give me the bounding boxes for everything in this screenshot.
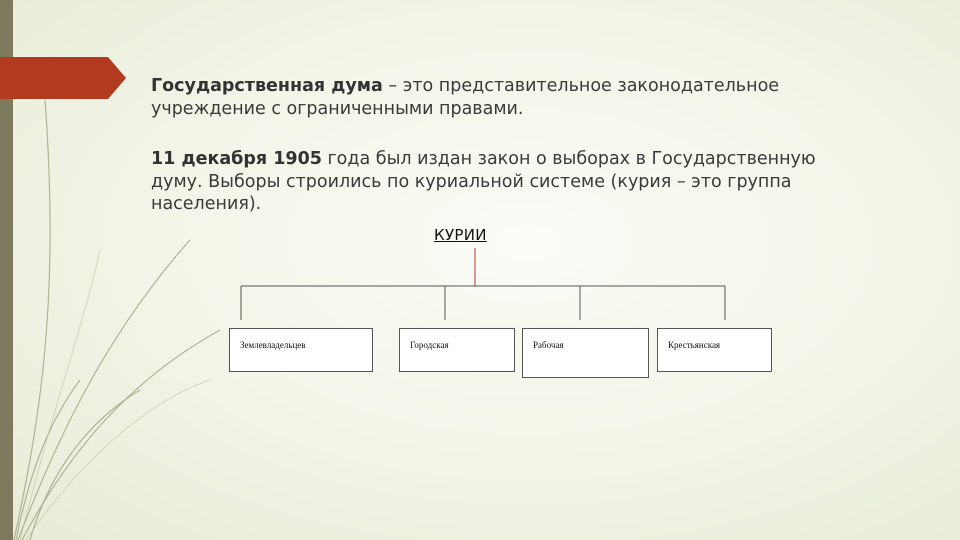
term-duma: Государственная дума — [151, 76, 383, 96]
date-highlight: 11 декабря 1905 — [151, 149, 322, 169]
curia-workers: Рабочая — [522, 328, 649, 378]
election-law-text: года был издан закон о выборах в Государственную думу. Выборы строились по куриальной системе (курия – это группа населения). — [151, 149, 816, 214]
duma-definition-text: – это представительное законодательное учреждение с ограниченными правами. — [151, 76, 780, 119]
curia-city: Городская — [399, 328, 515, 372]
curia-landowners: Землевладельцев — [229, 328, 373, 372]
diagram-root-title: КУРИИ — [434, 226, 487, 244]
curia-peasants: Крестьянская — [657, 328, 772, 372]
